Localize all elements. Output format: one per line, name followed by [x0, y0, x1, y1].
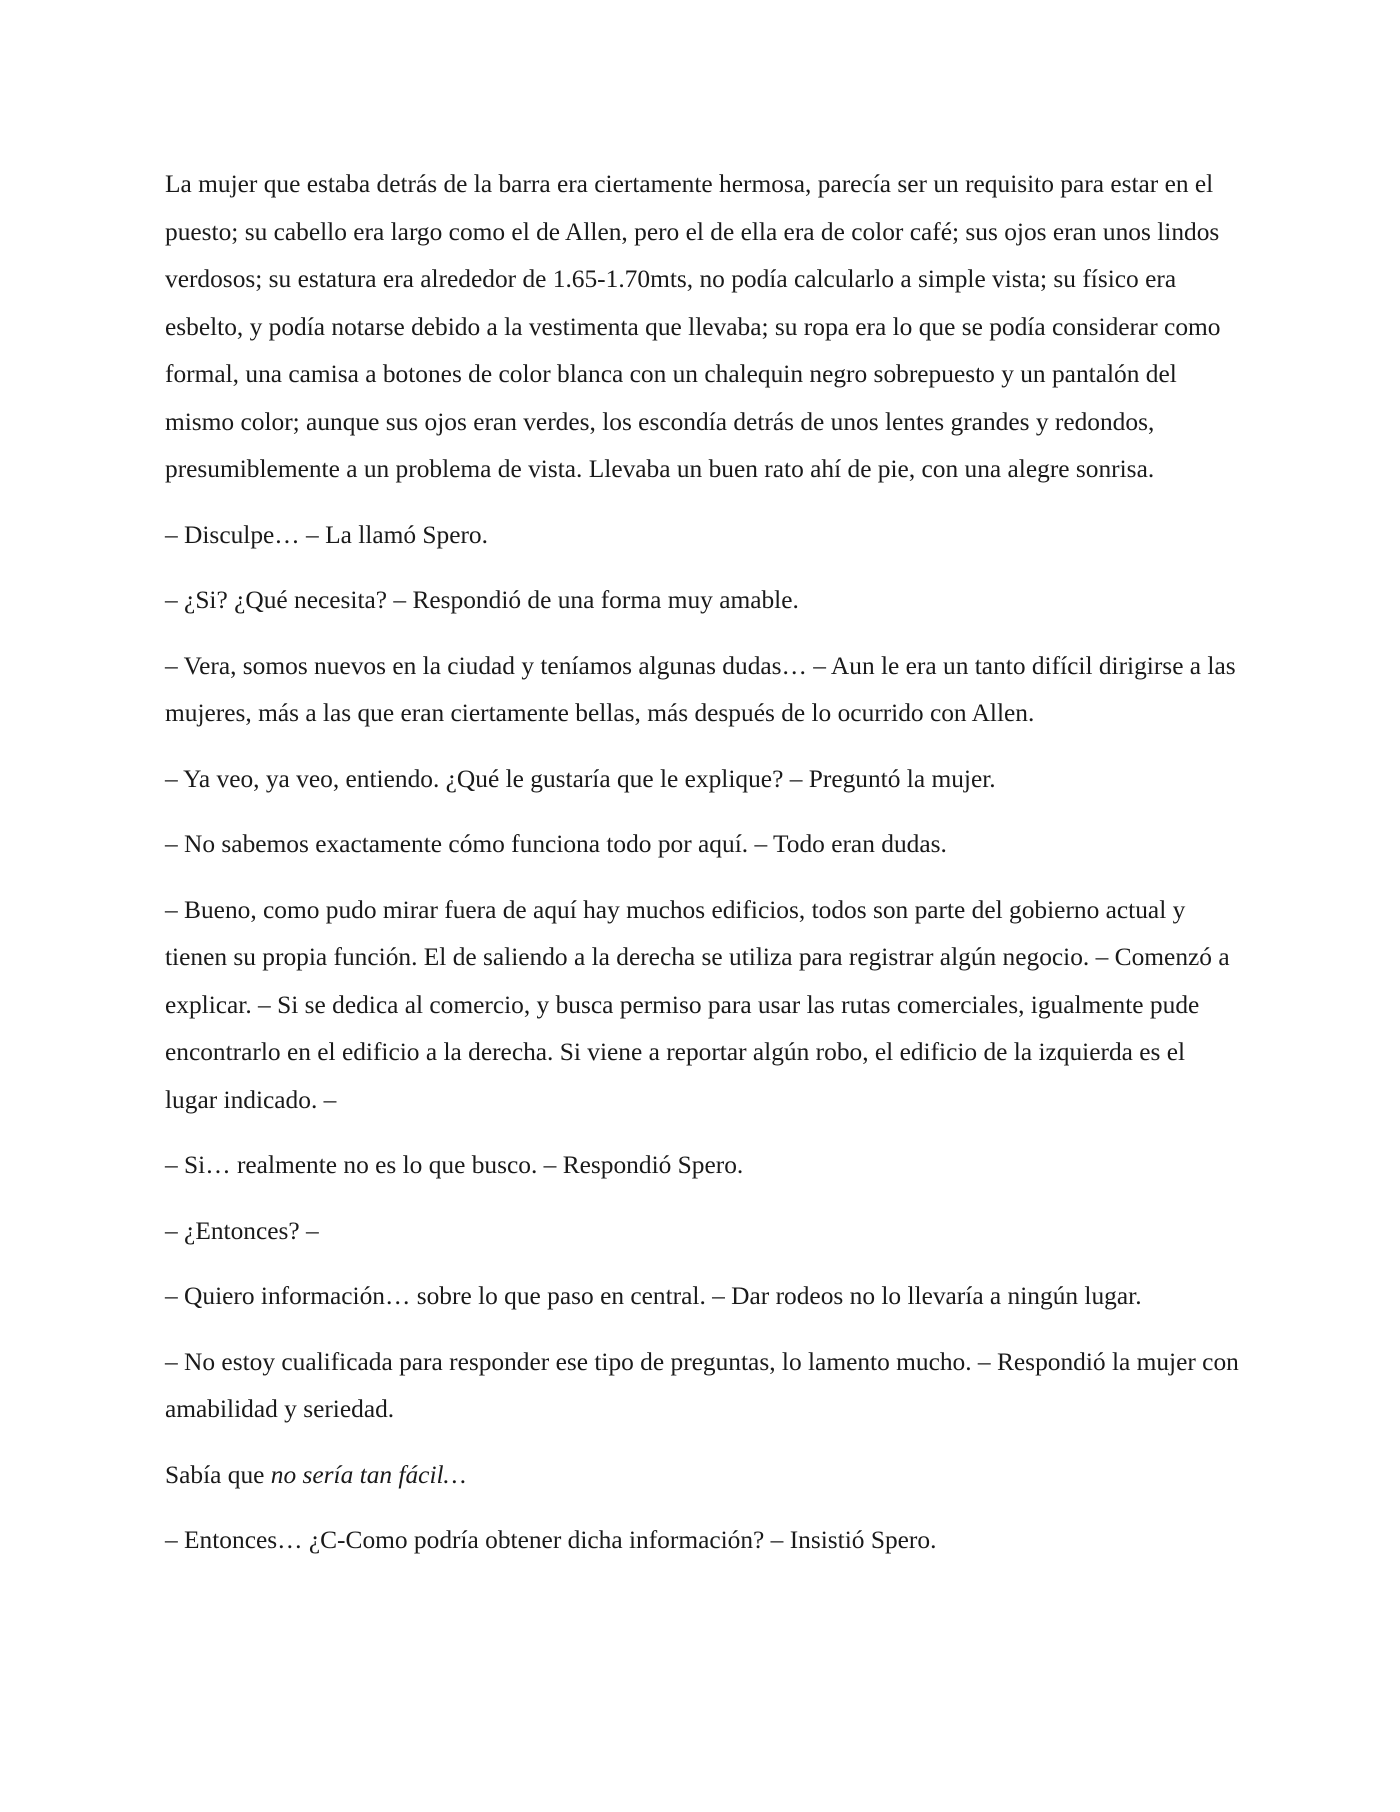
- thought-prefix: Sabía que: [165, 1460, 265, 1489]
- paragraph-description: La mujer que estaba detrás de la barra era ciertamente hermosa, parecía ser un requisito para estar en el puesto; su cabello era largo como el de Allen, pero el de ella era de color café; sus ojos eran unos lindos verdosos; su estatura era alrededor de 1.65-1.70mts, no podía calcularlo a simple vista; su físico era esbelto, y podía notarse debido a la vestimenta que llevaba; su ropa era lo que se podía considerar como formal, una camisa a botones de color blanca con un chalequin negro sobrepuesto y un pantalón del mismo color; aunque sus ojos eran verdes, los escondía detrás de unos lentes grandes y redondos, presumiblemente a un problema de vista. Llevaba un buen rato ahí de pie, con una alegre sonrisa.: [165, 170, 1221, 483]
- paragraph-dialogue-6: – Bueno, como pudo mirar fuera de aquí hay muchos edificios, todos son parte del gobierno actual y tienen su propia función. El de saliendo a la derecha se utiliza para registrar algún negocio. – Comenzó a explicar. – Si se dedica al comercio, y busca permiso para usar las rutas comerciales, igualmente pude encontrarlo en el edificio a la derecha. Si viene a reportar algún robo, el edificio de la izquierda es el lugar indicado. –: [165, 895, 1230, 1114]
- paragraph-dialogue-3: – Vera, somos nuevos en la ciudad y teníamos algunas dudas… – Aun le era un tanto difícil dirigirse a las mujeres, más a las que eran ciertamente bellas, más después de lo ocurrido con Allen.: [165, 651, 1236, 727]
- paragraph-dialogue-9: – Quiero información… sobre lo que paso en central. – Dar rodeos no lo llevaría a ningún lugar.: [165, 1282, 1142, 1310]
- paragraph-thought: [165, 1452, 1240, 1500]
- paragraph-dialogue-5: – No sabemos exactamente cómo funciona todo por aquí. – Todo eran dudas.: [165, 830, 947, 858]
- paragraph-dialogue-2: – ¿Si? ¿Qué necesita? – Respondió de una forma muy amable.: [165, 586, 799, 614]
- paragraph-dialogue-last: – Entonces… ¿C-Como podría obtener dicha información? – Insistió Spero.: [165, 1526, 937, 1554]
- paragraph-dialogue-1: – Disculpe… – La llamó Spero.: [165, 520, 488, 549]
- thought-italic: no sería tan fácil…: [264, 1460, 467, 1489]
- paragraph-dialogue-7: – Si… realmente no es lo que busco. – Respondió Spero.: [165, 1151, 744, 1179]
- paragraph-dialogue-4: – Ya veo, ya veo, entiendo. ¿Qué le gustaría que le explique? – Preguntó la mujer.: [165, 764, 996, 793]
- document-body: [165, 161, 1240, 1583]
- paragraph-dialogue-10: – No estoy cualificada para responder ese tipo de preguntas, lo lamento mucho. – Respondió la mujer con amabilidad y seriedad.: [165, 1347, 1239, 1423]
- paragraph-dialogue-8: – ¿Entonces? –: [165, 1216, 319, 1245]
